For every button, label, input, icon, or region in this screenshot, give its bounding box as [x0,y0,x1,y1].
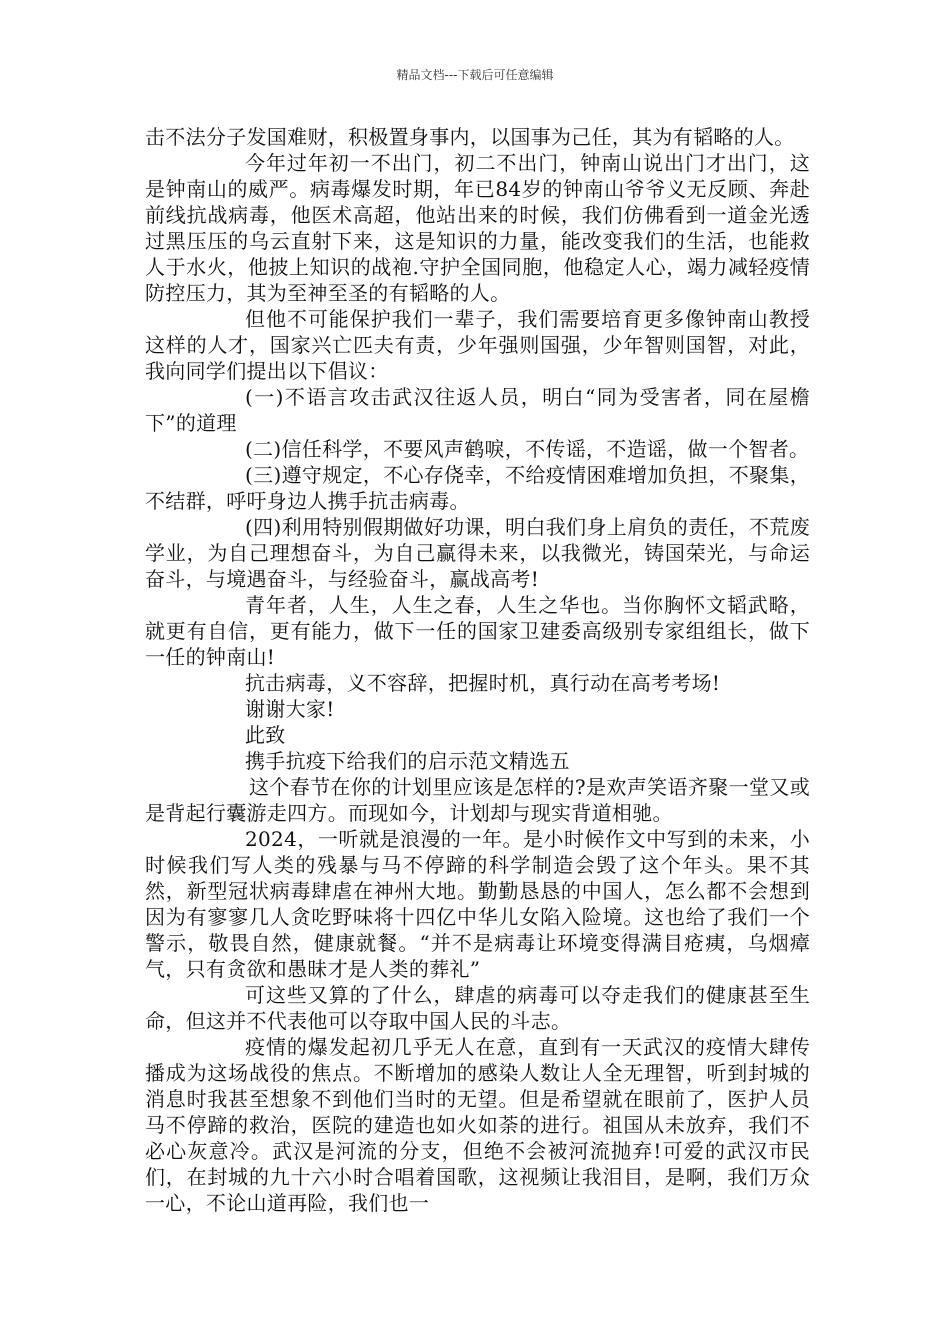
paragraph-1: 击不法分子发国难财，积极置身事内，以国事为己任，其为有韬略的人。 [145,125,795,149]
paragraph-slogan: 抗击病毒，义不容辞，把握时机，真行动在高考考场! [245,671,721,695]
proposal-item-3: (三)遵守规定，不心存侥幸，不给疫情困难增加负担，不聚集，不结群，呼吁身边人携手抗击病毒。 [145,463,810,513]
paragraph-virus: 可这些又算的了什么，肆虐的病毒可以夺走我们的健康甚至生命，但这并不代表他可以夺取中国人民的斗志。 [145,983,810,1033]
paragraph-outbreak: 疫情的爆发起初几乎无人在意，直到有一天武汉的疫情大肆传播成为这场战役的焦点。不断增加的感染人数让人全无理智，听到封城的消息时我甚至想象不到他们当时的无望。但是希望就在眼前了，医护人员马不停蹄的救治，医院的建造也如火如荼的进行。祖国从未放弃，我们不必心灰意冷。武汉是河流的分支，但绝不会被河流抛弃!可爱的武汉市民们，在封城的九十六小时合唱着国歌，这视频让我泪目，是啊，我们万众一心，不论山道再险，我们也一 [145,1035,810,1215]
page-header-watermark: 精品文档---下载后可任意编辑 [396,68,554,82]
proposal-item-2: (二)信任科学，不要风声鹤唳，不传谣，不造谣，做一个智者。 [245,437,810,461]
paragraph-spring-festival: 这个春节在你的计划里应该是怎样的?是欢声笑语齐聚一堂又或是背起行囊游走四方。而现如今，计划却与现实背道相驰。 [145,775,810,825]
paragraph-thanks: 谢谢大家! [245,697,335,721]
document-body [145,124,810,1216]
section-title: 携手抗疫下给我们的启示范文精选五 [245,749,570,773]
paragraph-2024: 2024，一听就是浪漫的一年。是小时候作文中写到的未来，小时候我们写人类的残暴与马不停蹄的科学制造会毁了这个年头。果不其然，新型冠状病毒肆虐在神州大地。勤勤恳恳的中国人，怎么都不会想到因为有寥寥几人贪吃野味将十四亿中华儿女陷入险境。这也给了我们一个警示，敬畏自然，健康就餐。“并不是病毒让环境变得满目疮痍，乌烟瘴气，只有贪欲和愚昧才是人类的葬礼” [145,827,810,981]
proposal-item-1: (一)不语言攻击武汉往返人员，明白“同为受害者，同在屋檐下”的道理 [145,385,810,435]
paragraph-closing: 此致 [245,723,286,747]
paragraph-2: 今年过年初一不出门，初二不出门，钟南山说出门才出门，这是钟南山的威严。病毒爆发时期，年已84岁的钟南山爷爷义无反顾、奔赴前线抗战病毒，他医术高超，他站出来的时候，我们仿佛看到一道金光透过黑压压的乌云直射下来，这是知识的力量，能改变我们的生活，也能救人于水火，他披上知识的战袍.守护全国同胞，他稳定人心，竭力减轻疫情防控压力，其为至神至圣的有韬略的人。 [145,151,810,305]
paragraph-youth: 青年者，人生，人生之春，人生之华也。当你胸怀文韬武略，就更有自信，更有能力，做下一任的国家卫建委高级别专家组组长，做下一任的钟南山! [145,593,810,669]
paragraph-3: 但他不可能保护我们一辈子，我们需要培育更多像钟南山教授这样的人才，国家兴亡匹夫有责，少年强则国强，少年智则国智，对此，我向同学们提出以下倡议： [145,307,810,383]
proposal-item-4: (四)利用特别假期做好功课，明白我们身上肩负的责任，不荒废学业，为自己理想奋斗，为自己赢得未来，以我微光，铸国荣光，与命运奋斗，与境遇奋斗，与经验奋斗，赢战高考! [145,515,810,591]
